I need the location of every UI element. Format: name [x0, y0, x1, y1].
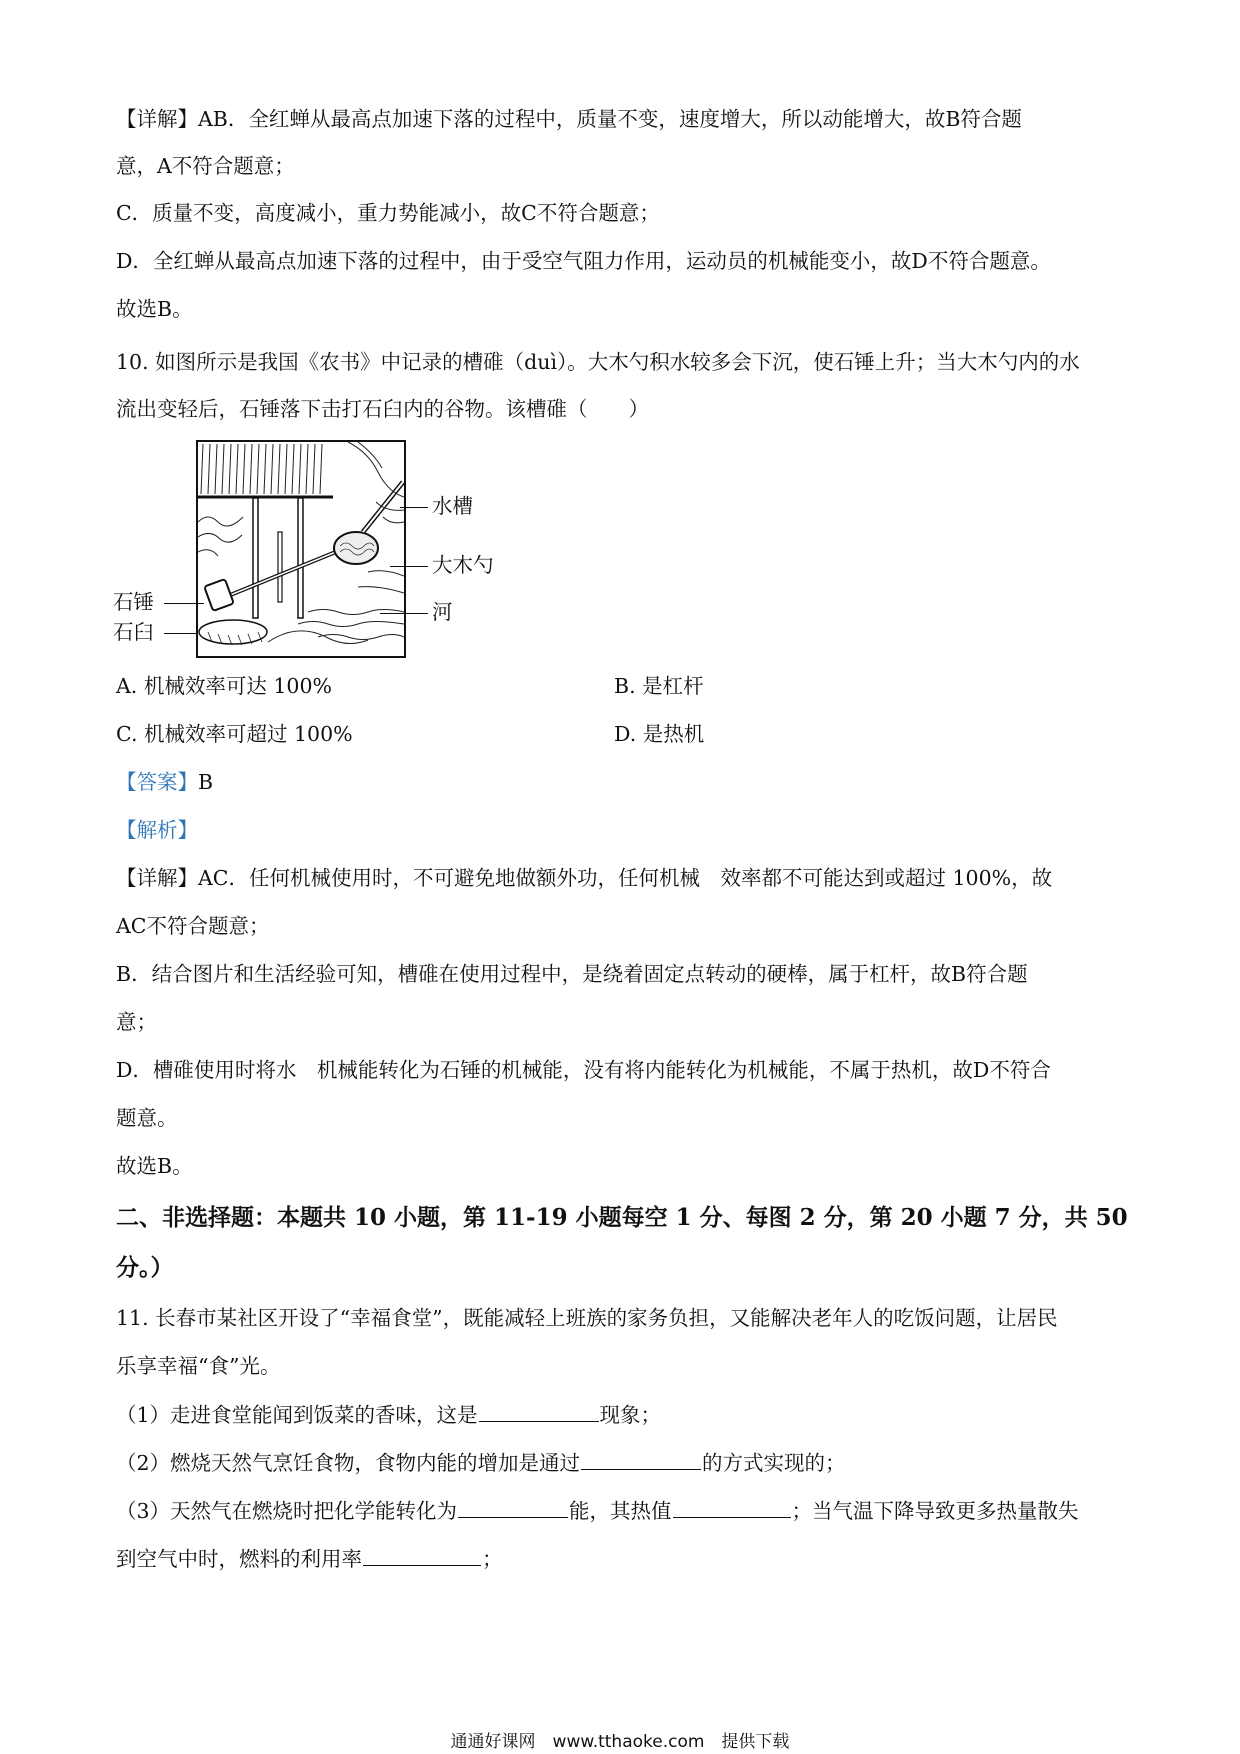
explanation-text: 意； — [116, 1010, 157, 1034]
hammer-leader-line — [164, 603, 204, 604]
conclusion-text: 故选B。 — [116, 1154, 193, 1178]
detail-line-2 — [116, 151, 295, 181]
explanation-line-7 — [116, 1151, 193, 1181]
detail-line-4 — [116, 246, 1051, 276]
detail-text: C．质量不变，高度减小，重力势能减小，故C不符合题意； — [116, 201, 660, 225]
detail-line-3 — [116, 198, 660, 228]
option-a: A. 机械效率可达 100% — [116, 674, 332, 698]
section-heading-line-1: 二、非选择题：本题共 10 小题，第 11-19 小题每空 1 分、每图 2 分，第 20 小题 7 分，共 50 — [116, 1204, 1128, 1231]
page-footer: 通通好课网 www.tthaoke.com 提供下载 — [450, 1732, 790, 1752]
label-stone-hammer: 石锤 — [113, 590, 154, 614]
conclusion-line — [116, 294, 193, 324]
mortar-leader-line — [164, 633, 196, 634]
explanation-line-3 — [116, 959, 1028, 989]
answer-label: 【答案】 — [116, 770, 198, 794]
explanation-text: AC．任何机械使用时，不可避免地做额外功，任何机械 效率都不可能达到或超过 100%，故 — [198, 866, 1053, 890]
part-text: 到空气中时，燃料的利用率 — [116, 1547, 362, 1571]
answer-blank[interactable] — [363, 1543, 481, 1566]
label-water-trough: 水槽 — [432, 494, 473, 518]
trip-hammer-illustration — [198, 442, 404, 656]
part-text: （1）走进食堂能闻到饭菜的香味，这是 — [116, 1403, 478, 1427]
label-stone-mortar: 石臼 — [113, 620, 154, 644]
question-11-part-1 — [116, 1399, 661, 1430]
detail-line-1 — [116, 104, 1022, 134]
detail-label: 【详解】 — [116, 866, 198, 890]
label-big-spoon: 大木勺 — [432, 553, 494, 577]
explanation-text: AC不符合题意； — [116, 914, 270, 938]
conclusion-text: 故选B。 — [116, 297, 193, 321]
detail-text: D．全红蝉从最高点加速下落的过程中，由于受空气阻力作用，运动员的机械能变小，故D不符合题意。 — [116, 249, 1051, 273]
part-text: 能，其热值 — [569, 1499, 672, 1523]
explanation-line-2 — [116, 911, 270, 941]
section-heading-line-2: 分。） — [116, 1254, 174, 1281]
answer-line — [116, 767, 213, 797]
explanation-text: B．结合图片和生活经验可知，槽碓在使用过程中，是绕着固定点转动的硬棒，属于杠杆，故B符合题 — [116, 962, 1028, 986]
question-10-line-1 — [116, 347, 1080, 377]
part-text: （3）天然气在燃烧时把化学能转化为 — [116, 1499, 458, 1523]
question-11-part-3-cont — [116, 1543, 503, 1574]
spoon-leader-line — [390, 566, 428, 567]
explanation-line-6 — [116, 1103, 178, 1133]
trip-hammer-figure — [196, 440, 406, 658]
detail-text: AB．全红蝉从最高点加速下落的过程中，质量不变，速度增大，所以动能增大，故B符合题 — [198, 107, 1022, 131]
detail-label: 【详解】 — [116, 107, 198, 131]
option-c: C. 机械效率可超过 100% — [116, 722, 353, 746]
option-d: D. 是热机 — [614, 722, 705, 746]
part-text: ； — [482, 1547, 503, 1571]
answer-blank[interactable] — [673, 1495, 791, 1518]
question-11-part-2 — [116, 1447, 846, 1478]
analysis-label: 【解析】 — [116, 818, 198, 842]
explanation-line-5 — [116, 1055, 1051, 1085]
part-text: 现象； — [599, 1403, 662, 1427]
answer-blank[interactable] — [458, 1495, 568, 1518]
part-text: （2）燃烧天然气烹饪食物，食物内能的增加是通过 — [116, 1451, 581, 1475]
trough-leader-line — [400, 507, 428, 508]
answer-blank[interactable] — [479, 1399, 599, 1422]
explanation-text: D．槽碓使用时将水 机械能转化为石锤的机械能，没有将内能转化为机械能，不属于热机，故D不符合 — [116, 1058, 1051, 1082]
explanation-line-1 — [116, 863, 1052, 893]
river-leader-line — [380, 613, 428, 614]
detail-text: 意，A不符合题意； — [116, 154, 295, 178]
explanation-text: 题意。 — [116, 1106, 178, 1130]
question-11-line-1: 11. 长春市某社区开设了“幸福食堂”，既能减轻上班族的家务负担，又能解决老年人的吃饭问题，让居民 — [116, 1306, 1058, 1330]
question-text: 流出变轻后，石锤落下击打石臼内的谷物。该槽碓（ ） — [116, 397, 649, 421]
explanation-line-4 — [116, 1007, 157, 1037]
answer-blank[interactable] — [581, 1447, 701, 1470]
part-text: 的方式实现的； — [702, 1451, 846, 1475]
option-b: B. 是杠杆 — [614, 674, 704, 698]
question-11-part-3 — [116, 1495, 1079, 1526]
question-text: 10. 如图所示是我国《农书》中记录的槽碓（duì）。大木勺积水较多会下沉，使石锤上升；当大木勺内的水 — [116, 350, 1080, 374]
question-10-line-2 — [116, 394, 649, 424]
answer-value: B — [198, 770, 214, 794]
part-text: ；当气温下降导致更多热量散失 — [791, 1499, 1079, 1523]
label-river: 河 — [432, 600, 453, 624]
question-11-line-2: 乐享幸福“食”光。 — [116, 1354, 281, 1378]
